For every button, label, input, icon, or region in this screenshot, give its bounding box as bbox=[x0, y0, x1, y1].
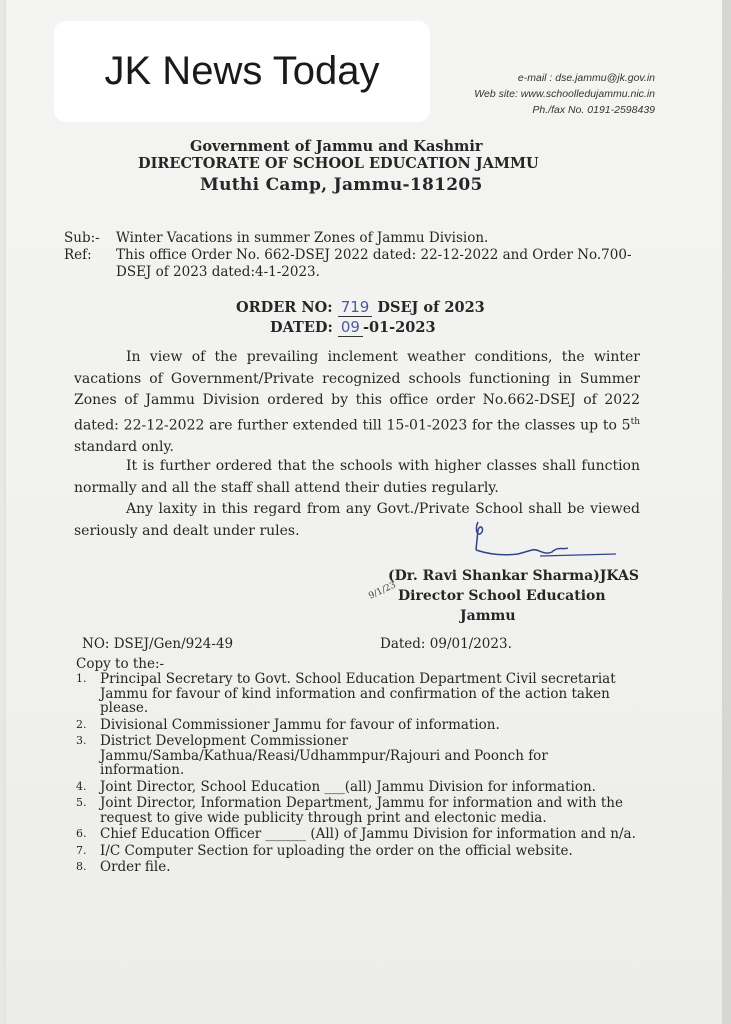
address: Muthi Camp, Jammu-181205 bbox=[200, 175, 483, 195]
sub-text: Winter Vacations in summer Zones of Jammu Division. bbox=[116, 230, 489, 246]
list-item: 3. District Development Commissioner Jammu/Samba/Kathua/Reasi/Udhammpur/Rajouri and Poonch for information. bbox=[76, 733, 548, 778]
list-item: 8. Order file. bbox=[76, 859, 171, 875]
p1-text-end: standard only. bbox=[74, 438, 175, 455]
p1-superscript: th bbox=[630, 416, 640, 427]
order-date-suffix: -01-2023 bbox=[362, 319, 436, 336]
contact-block bbox=[474, 70, 655, 118]
sub-label: Sub:- bbox=[64, 230, 100, 246]
body-paragraph-1 bbox=[74, 347, 640, 458]
ref-text: This office Order No. 662-DSEJ 2022 dated: 22-12-2022 and Order No.700-DSEJ of 2023 dated:4-1-2023. bbox=[116, 247, 632, 280]
subject-block bbox=[64, 230, 656, 281]
copy-to-heading: Copy to the:- bbox=[76, 656, 165, 672]
signatory-title: Director School Education bbox=[398, 588, 606, 604]
list-item: 7. I/C Computer Section for uploading the order on the official website. bbox=[76, 842, 573, 859]
order-date bbox=[270, 318, 436, 336]
list-item: 5. Joint Director, Information Department, Jammu for information and with the request to give wide publicity through print and electonic media. bbox=[76, 795, 623, 826]
p1-text: In view of the prevailing inclement weather conditions, the winter vacations of Government/Private recognized schools functioning in Summer Zones of Jammu Division ordered by this office order No.662-DSEJ of 2022 dated: 22-12-2022 are further extended till 15-01-2023 for the classes up to 5 bbox=[74, 349, 640, 434]
signatory-block bbox=[388, 566, 639, 626]
list-item: 4. Joint Director, School Education ___(all) Jammu Division for information. bbox=[76, 778, 596, 795]
list-item: 6. Chief Education Officer ______ (All) of Jammu Division for information and n/a. bbox=[76, 826, 636, 842]
dispatch-date: Dated: 09/01/2023. bbox=[380, 636, 512, 652]
order-number bbox=[236, 298, 485, 316]
contact-website: Web site: www.schoolledujammu.nic.in bbox=[474, 88, 655, 100]
dispatch-number: NO: DSEJ/Gen/924-49 bbox=[82, 636, 234, 652]
order-no-handwritten: 719 bbox=[338, 298, 373, 317]
page-edge bbox=[722, 0, 731, 1024]
watermark-label: JK News Today bbox=[54, 21, 430, 122]
signature-icon bbox=[448, 520, 623, 570]
body-paragraph-3: Any laxity in this regard from any Govt./Private School shall be viewed seriously and dealt under rules. bbox=[74, 501, 640, 539]
contact-email: e-mail : dse.jammu@jk.gov.in bbox=[517, 72, 655, 84]
body-paragraph-2: It is further ordered that the schools with higher classes shall function normally and all the staff shall attend their duties regularly. bbox=[74, 458, 640, 496]
order-date-label: DATED: bbox=[270, 319, 333, 336]
directorate-title: DIRECTORATE OF SCHOOL EDUCATION JAMMU bbox=[138, 155, 539, 172]
order-date-handwritten: 09 bbox=[338, 318, 363, 337]
govt-title: Government of Jammu and Kashmir bbox=[190, 138, 483, 155]
order-no-suffix: DSEJ of 2023 bbox=[377, 299, 485, 316]
list-item: 1. Principal Secretary to Govt. School Education Department Civil secretariat Jammu for favour of kind information and confirmation of the action taken please. bbox=[76, 671, 616, 716]
copy-list bbox=[76, 672, 636, 877]
order-no-label: ORDER NO: bbox=[236, 299, 333, 316]
signatory-place: Jammu bbox=[460, 608, 516, 624]
signatory-name: (Dr. Ravi Shankar Sharma)JKAS bbox=[388, 568, 639, 584]
ref-label: Ref: bbox=[64, 247, 92, 263]
handwritten-date-note: 9/1/23 bbox=[367, 580, 398, 602]
contact-phone: Ph./fax No. 0191-2598439 bbox=[532, 104, 655, 116]
list-item: 2. Divisional Commissioner Jammu for favour of information. bbox=[76, 716, 500, 733]
